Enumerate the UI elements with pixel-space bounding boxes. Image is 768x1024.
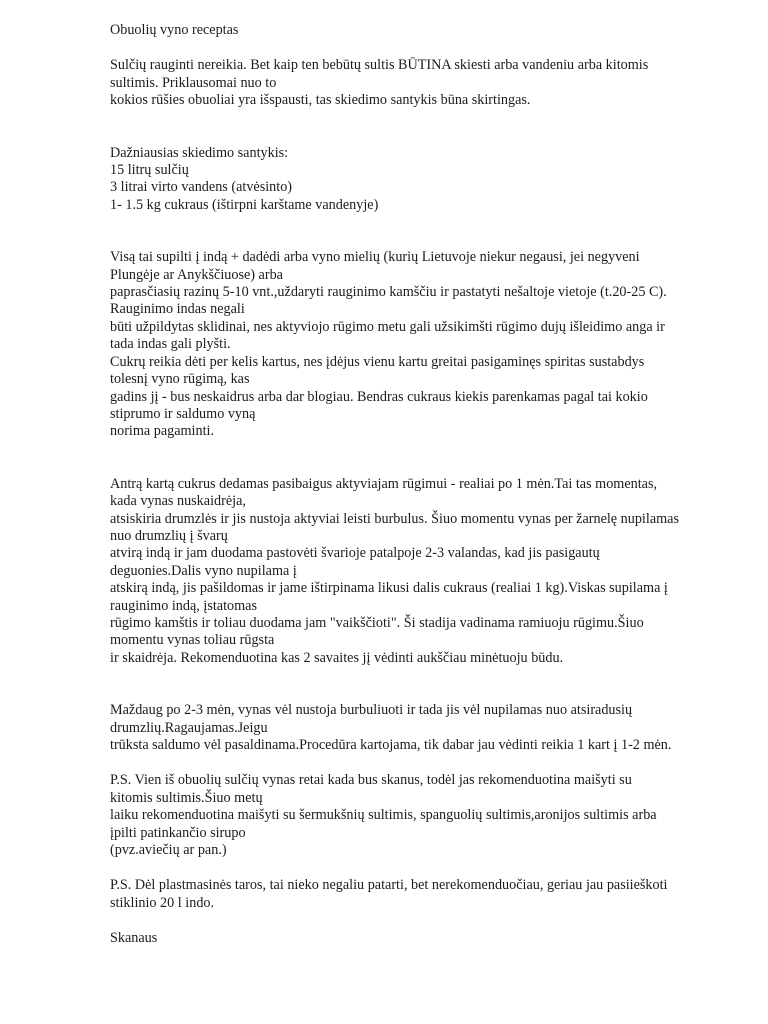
text-line: Dažniausias skiedimo santykis:: [110, 144, 289, 161]
postscript-container-paragraph: [110, 877, 738, 912]
text-line: laiku rekomenduotina maišyti su šermukšnių sultimis, spanguolių sultimis,aronijos sultimis arba: [110, 807, 657, 824]
text-line: trūksta saldumo vėl pasaldinama.Procedūra kartojama, tik dabar jau vėdinti reikia 1 kart į 1-2 mėn.: [110, 737, 672, 753]
text-line: Plungėje ar Anykščiuose) arba: [110, 266, 283, 283]
text-line: Antrą kartą cukrus dedamas pasibaigus aktyviajam rūgimui - realiai po 1 mėn.Tai tas momentas,: [110, 475, 658, 492]
document-body: [110, 22, 738, 948]
text-line: kada vynas nuskaidrėja,: [110, 493, 246, 510]
text-line: momentu vynas toliau rūgsta: [110, 632, 275, 649]
text-line: (pvz.aviečių ar pan.): [110, 842, 227, 859]
text-line: sultimis. Priklausomai nuo to: [110, 74, 277, 91]
text-line: norima pagaminti.: [110, 423, 215, 440]
text-line: drumzlių.Ragaujamas.Jeigu: [110, 719, 268, 736]
text-line: Cukrų reikia dėti per kelis kartus, nes įdėjus vienu kartu greitai pasigaminęs spiritas sustabdys: [110, 353, 645, 370]
text-line: gadins jį - bus neskaidrus arba dar blogiau. Bendras cukraus kiekis parenkamas pagal tai kokio: [110, 388, 648, 405]
text-line: 15 litrų sulčių: [110, 162, 189, 179]
text-line: kokios rūšies obuoliai yra išspausti, tas skiedimo santykis būna skirtingas.: [110, 92, 531, 109]
text-line: būti užpildytas sklidinai, nes aktyviojo rūgimo metu gali užsikimšti rūgimo dujų išleidimo anga ir: [110, 318, 665, 335]
first-fermentation-paragraph: [110, 249, 738, 440]
text-line: tolesnį vyno rūgimą, kas: [110, 371, 250, 388]
text-line: atsiskiria drumzlės ir jis nustoja aktyviai leisti burbulus. Šiuo momentu vynas per žarnelę nupilamas: [110, 510, 679, 527]
text-line: P.S. Vien iš obuolių sulčių vynas retai kada bus skanus, todėl jas rekomenduotina maišyti su: [110, 772, 632, 789]
text-line: stiprumo ir saldumo vyną: [110, 405, 256, 422]
final-stage-paragraph: [110, 702, 738, 754]
text-line: deguonies.Dalis vyno nupilama į: [110, 562, 297, 579]
text-line: Maždaug po 2-3 mėn, vynas vėl nustoja burbuliuoti ir tada jis vėl nupilamas nuo atsiradusių: [110, 702, 633, 719]
second-sugar-paragraph: [110, 476, 738, 667]
text-line: atskirą indą, jis pašildomas ir jame ištirpinama likusi dalis cukraus (realiai 1 kg).Viskas supilama į: [110, 580, 668, 597]
text-line: kitomis sultimis.Šiuo metų: [110, 789, 263, 806]
text-line: rauginimo indą, įstatomas: [110, 597, 257, 614]
text-line: tada indas gali plyšti.: [110, 336, 231, 353]
closing-text: Skanaus: [110, 930, 158, 947]
text-line: įpilti patinkančio sirupo: [110, 824, 246, 841]
text-line: ir skaidrėja. Rekomenduotina kas 2 savaites jį vėdinti aukščiau minėtuoju būdu.: [110, 649, 564, 666]
text-line: nuo drumzlių į švarų: [110, 527, 228, 544]
text-line: stiklinio 20 l indo.: [110, 894, 215, 911]
text-line: Rauginimo indas negali: [110, 301, 245, 318]
text-line: Sulčių rauginti nereikia. Bet kaip ten bebūtų sultis BŪTINA skiesti arba vandeniu arba kitomis: [110, 57, 649, 74]
text-line: Visą tai supilti į indą + dadėdi arba vyno mielių (kurių Lietuvoje niekur negausi, jei negyveni: [110, 249, 640, 266]
text-line: paprasčiasių razinų 5-10 vnt.,uždaryti rauginimo kamščiu ir pastatyti nešaltoje vietoje (t.20-25 C).: [110, 284, 667, 301]
document-title: Obuolių vyno receptas: [110, 22, 239, 38]
text-line: 1- 1.5 kg cukraus (ištirpni karštame vandenyje): [110, 196, 379, 213]
postscript-mixing-paragraph: [110, 772, 738, 859]
text-line: 3 litrai virto vandens (atvėsinto): [110, 179, 293, 196]
text-line: P.S. Dėl plastmasinės taros, tai nieko negaliu patarti, bet nerekomenduočiau, geriau jau pasiieškoti: [110, 877, 668, 894]
dilution-ratio-paragraph: [110, 145, 738, 215]
text-line: rūgimo kamštis ir toliau duodama jam "vaikščioti". Ši stadija vadinama ramiuoju rūgimu.Šiuo: [110, 614, 644, 631]
intro-paragraph: [110, 57, 738, 109]
text-line: atvirą indą ir jam duodama pastovėti švarioje patalpoje 2-3 valandas, kad jis pasigautų: [110, 545, 600, 562]
